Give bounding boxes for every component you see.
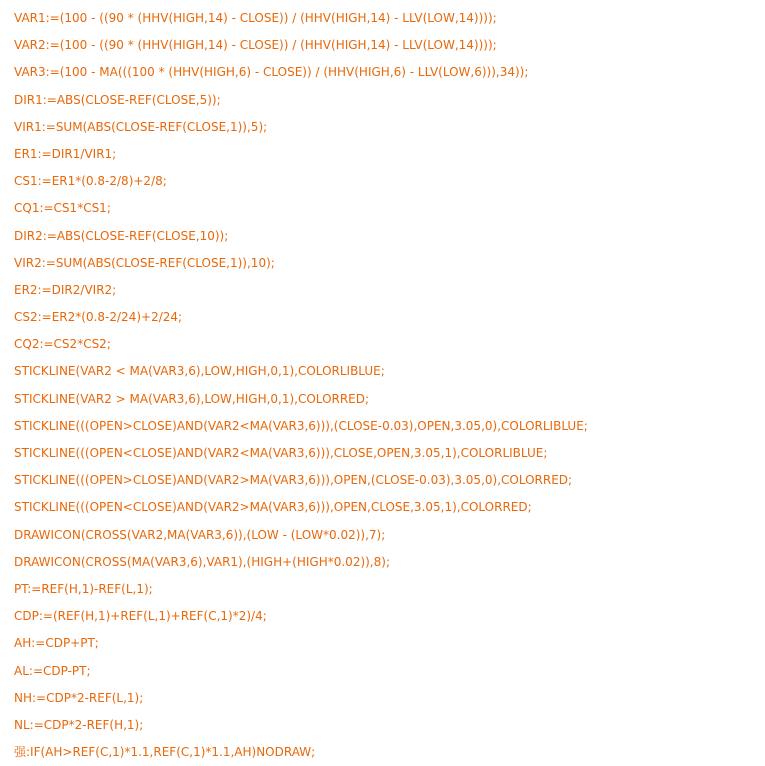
code-line: VIR1:=SUM(ABS(CLOSE-REF(CLOSE,1)),5); [14, 119, 268, 134]
code-line: DIR2:=ABS(CLOSE-REF(CLOSE,10)); [14, 228, 229, 243]
code-line: STICKLINE(((OPEN>CLOSE)AND(VAR2<MA(VAR3,6))),(CLOSE-0.03),OPEN,3.05,0),COLORLIBLUE; [14, 418, 588, 433]
code-line: STICKLINE(((OPEN<CLOSE)AND(VAR2<MA(VAR3,6))),CLOSE,OPEN,3.05,1),COLORLIBLUE; [14, 446, 548, 460]
code-line: AH:=CDP+PT; [14, 636, 99, 651]
code-line: DRAWICON(CROSS(VAR2,MA(VAR3,6)),(LOW - (LOW*0.02)),7); [14, 527, 386, 542]
code-line: STICKLINE(VAR2 < MA(VAR3,6),LOW,HIGH,0,1),COLORLIBLUE; [14, 364, 385, 379]
code-line: NH:=CDP*2-REF(L,1); [14, 690, 144, 705]
code-line: CQ1:=CS1*CS1; [14, 201, 111, 216]
code-line: ER1:=DIR1/VIR1; [14, 146, 117, 161]
code-line: STICKLINE(((OPEN>CLOSE)AND(VAR2>MA(VAR3,6))),OPEN,(CLOSE-0.03),3.05,0),COLORRED; [14, 473, 573, 488]
code-line: DIR1:=ABS(CLOSE-REF(CLOSE,5)); [14, 92, 221, 107]
code-line: VAR2:=(100 - ((90 * (HHV(HIGH,14) - CLOSE)) / (HHV(HIGH,14) - LLV(LOW,14)))); [14, 38, 497, 53]
code-line: CQ2:=CS2*CS2; [14, 337, 111, 352]
code-line: PT:=REF(H,1)-REF(L,1); [14, 581, 153, 596]
code-line: CS2:=ER2*(0.8-2/24)+2/24; [14, 310, 183, 325]
code-line: VAR3:=(100 - MA(((100 * (HHV(HIGH,6) - CLOSE)) / (HHV(HIGH,6) - LLV(LOW,6))),34)); [14, 65, 529, 80]
formula-code-block [14, 5, 759, 766]
code-line: CS1:=ER1*(0.8-2/8)+2/8; [14, 174, 167, 189]
code-line: NL:=CDP*2-REF(H,1); [14, 717, 144, 732]
code-line: VIR2:=SUM(ABS(CLOSE-REF(CLOSE,1)),10); [14, 255, 275, 270]
code-line: CDP:=(REF(H,1)+REF(L,1)+REF(C,1)*2)/4; [14, 609, 267, 624]
code-line: ER2:=DIR2/VIR2; [14, 282, 117, 297]
code-line: 强:IF(AH>REF(C,1)*1.1,REF(C,1)*1.1,AH)NODRAW; [14, 745, 316, 760]
code-line: STICKLINE(((OPEN<CLOSE)AND(VAR2>MA(VAR3,6))),OPEN,CLOSE,3.05,1),COLORRED; [14, 500, 532, 515]
code-line: DRAWICON(CROSS(MA(VAR3,6),VAR1),(HIGH+(HIGH*0.02)),8); [14, 554, 390, 569]
code-line: VAR1:=(100 - ((90 * (HHV(HIGH,14) - CLOSE)) / (HHV(HIGH,14) - LLV(LOW,14)))); [14, 11, 497, 25]
code-line: AL:=CDP-PT; [14, 663, 91, 678]
code-line: STICKLINE(VAR2 > MA(VAR3,6),LOW,HIGH,0,1),COLORRED; [14, 391, 370, 406]
